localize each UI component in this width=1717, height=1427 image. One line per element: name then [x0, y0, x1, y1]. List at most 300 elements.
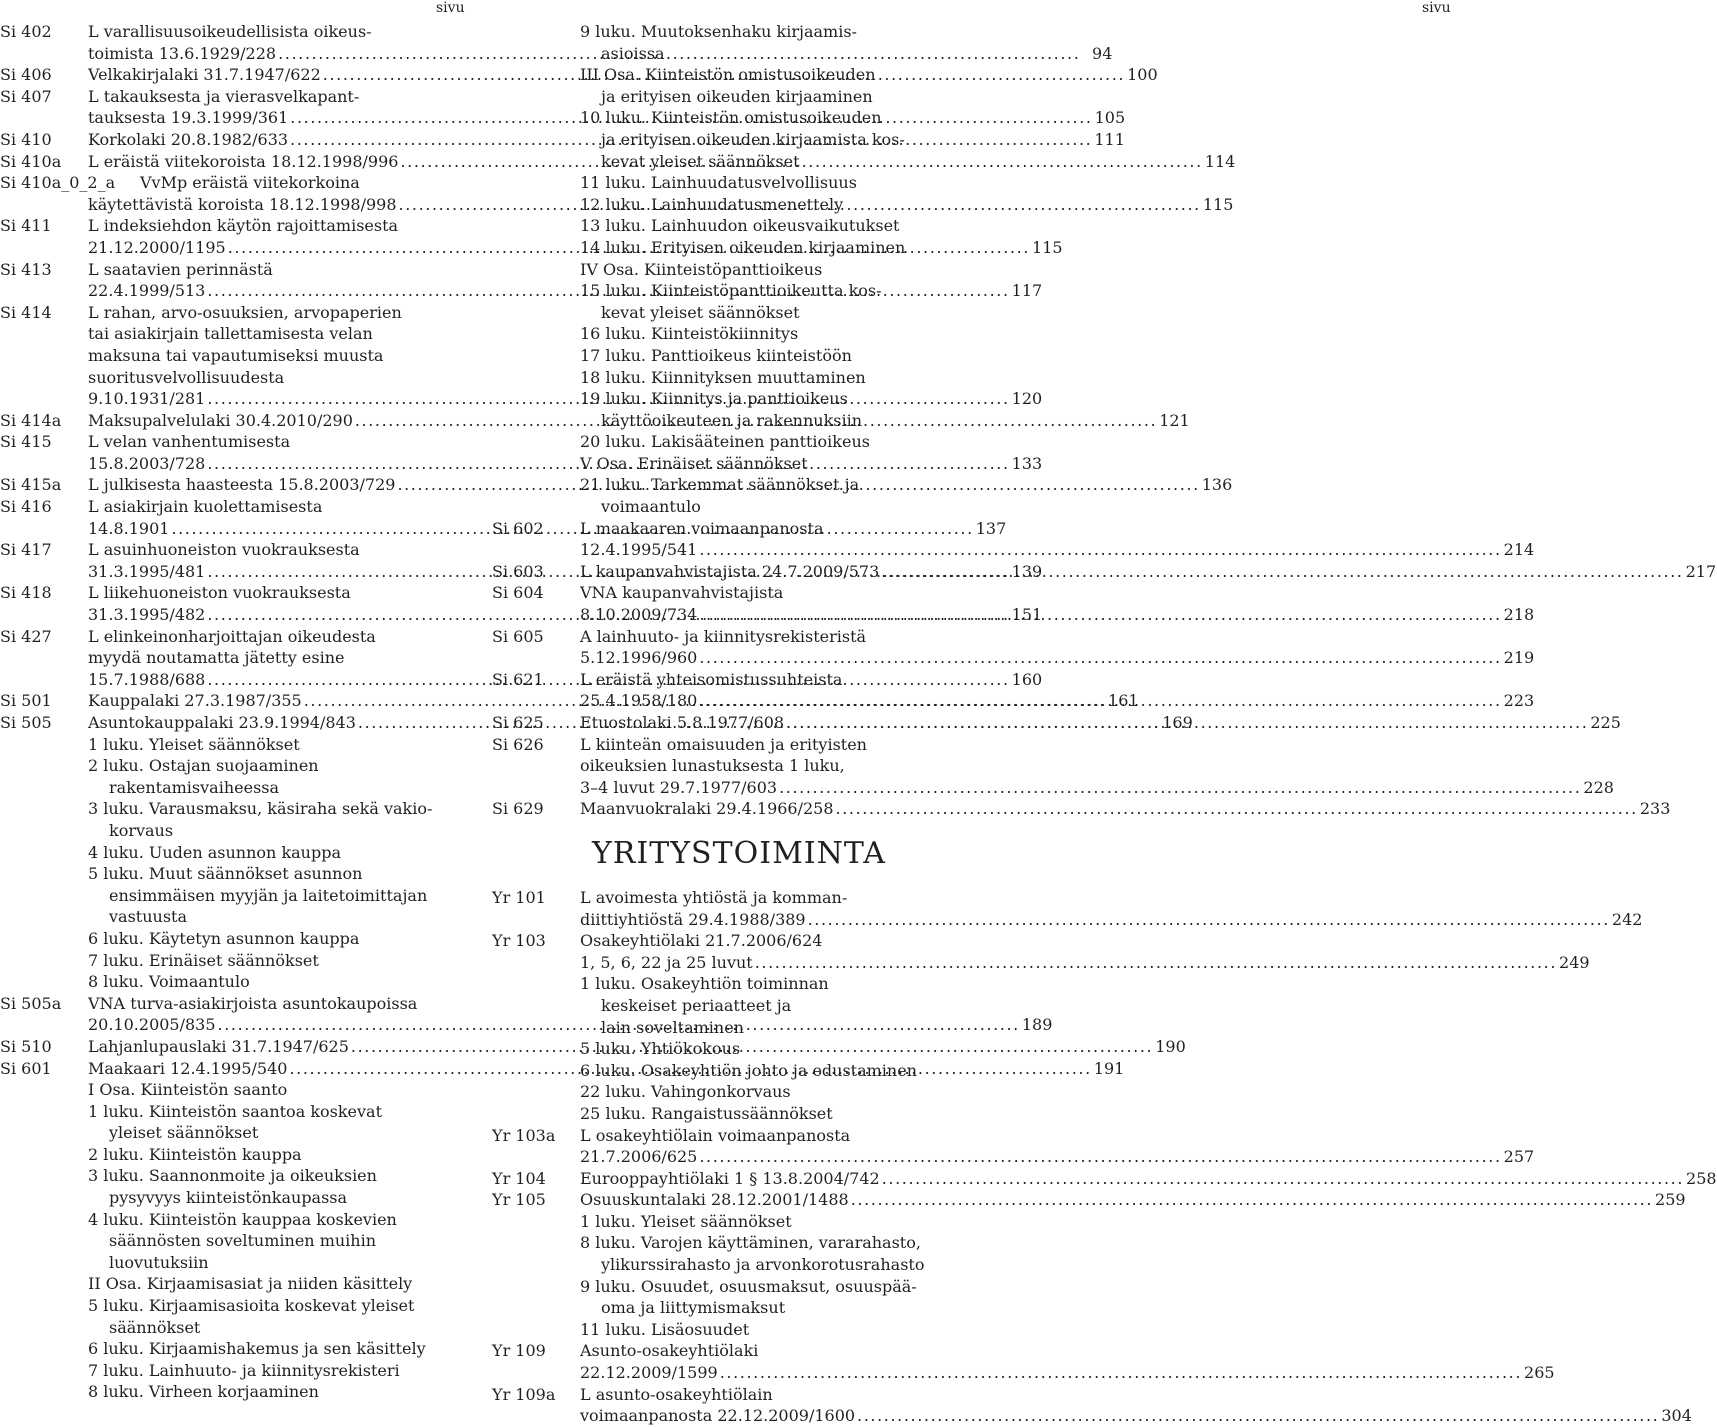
entry-text: II Osa. Kirjaamisasiat ja niiden käsittely — [88, 1274, 413, 1294]
statute-code: Si 505a — [0, 993, 62, 1013]
entry-text: 13 luku. Lainhuudon oikeusvaikutukset — [580, 216, 900, 236]
entry-line-with-page — [492, 909, 1643, 931]
entry-line — [0, 302, 468, 324]
entry-text: 1, 5, 6, 22 ja 25 luvut — [580, 952, 753, 972]
entry-text: 5 luku. Muut säännökset asunnon — [88, 864, 363, 884]
entry-line — [492, 259, 960, 281]
entry-line — [0, 1079, 468, 1101]
entry-text: 16 luku. Kiinteistökiinnitys — [580, 324, 799, 344]
entry-text: L eräistä yhteisomistussuhteista — [580, 669, 843, 689]
entry-text: 3 luku. Varausmaksu, käsiraha sekä vakio- — [88, 799, 433, 819]
statute-code: Si 407 — [0, 86, 52, 106]
toc-subentry — [492, 172, 960, 194]
entry-line — [492, 1081, 960, 1103]
entry-line — [0, 820, 468, 842]
statute-code: Yr 104 — [492, 1168, 546, 1188]
entry-line — [492, 1340, 960, 1362]
entry-line — [492, 345, 960, 367]
page-number: 133 — [1011, 453, 1043, 473]
entry-text: tauksesta 19.3.1999/361 — [88, 108, 289, 128]
page-leader-row — [580, 1189, 1686, 1211]
entry-line — [492, 431, 960, 453]
page-number: 218 — [1503, 605, 1535, 625]
entry-line — [492, 388, 960, 410]
page-number: 258 — [1686, 1168, 1717, 1188]
toc-subentry — [0, 1273, 468, 1295]
statute-code: Yr 101 — [492, 887, 546, 907]
toc-subentry — [492, 1081, 960, 1103]
statute-code: Si 410a_0_2_a — [0, 173, 116, 193]
entry-text: L osakeyhtiölain voimaanpanosta — [580, 1125, 851, 1145]
entry-text: 6 luku. Osakeyhtiön johto ja edustaminen — [580, 1060, 917, 1080]
statute-code: Yr 103a — [492, 1125, 556, 1145]
toc-subentry — [492, 323, 960, 345]
toc-entry — [492, 1125, 1535, 1168]
entry-line-with-page — [492, 798, 1671, 820]
entry-text: 21.7.2006/625 — [580, 1147, 698, 1167]
entry-line-with-page — [492, 1362, 1555, 1384]
entry-text: suoritusvelvollisuudesta — [88, 367, 285, 387]
page-number: 137 — [975, 518, 1007, 538]
entry-text: L kaupanvahvistajista 24.7.2009/573 — [580, 561, 880, 581]
toc-subentry — [0, 928, 468, 950]
entry-line-with-page — [492, 952, 1590, 974]
statute-code: Si 414a — [0, 410, 62, 430]
entry-line — [492, 973, 960, 995]
entry-text: 19 luku. Kiinnitys ja panttioikeus — [580, 389, 848, 409]
statute-code: Si 505 — [0, 713, 52, 732]
entry-text: L julkisesta haasteesta 15.8.2003/729 — [88, 475, 396, 495]
toc-subentry — [492, 367, 960, 389]
entry-text: käyttöoikeuteen ja rakennuksiin — [601, 410, 863, 430]
entry-text: 8.10.2009/734 — [580, 605, 698, 625]
entry-line — [492, 755, 960, 777]
entry-line — [0, 971, 468, 993]
entry-text: voimaanpanosta 22.12.2009/1600 — [580, 1406, 856, 1426]
entry-line — [492, 474, 960, 496]
toc-subentry — [0, 1101, 468, 1144]
page-number: 249 — [1559, 952, 1590, 972]
toc-subentry — [492, 388, 960, 431]
page-number: 94 — [1092, 43, 1113, 63]
entry-line — [492, 995, 960, 1017]
statute-code: Yr 103 — [492, 931, 546, 951]
page-number: 259 — [1655, 1190, 1686, 1210]
toc-entry — [492, 1384, 1692, 1427]
entry-line-with-page — [492, 1405, 1692, 1427]
toc-subentry — [0, 1165, 468, 1208]
page-number: 160 — [1011, 669, 1043, 689]
page-leader-row — [580, 1405, 1692, 1427]
entry-line — [0, 1165, 468, 1187]
entry-text: korvaus — [109, 820, 174, 840]
toc-subentry — [0, 1295, 468, 1338]
statute-code: Si 414 — [0, 302, 52, 322]
page-number: 228 — [1583, 777, 1614, 797]
entry-text: ylikurssirahasto ja arvonkorotusrahasto — [601, 1255, 925, 1275]
entry-text: ja erityisen oikeuden kirjaaminen — [601, 86, 873, 106]
entry-text: Maksupalvelulaki 30.4.2010/290 — [88, 410, 353, 430]
entry-text: 8 luku. Voimaantulo — [88, 972, 250, 992]
entry-line — [0, 1295, 468, 1317]
page-leader-row — [580, 539, 1535, 561]
page-leader-row — [580, 798, 1671, 820]
page-leader-row — [580, 909, 1643, 931]
dot-leader — [784, 712, 1590, 734]
entry-line — [0, 993, 468, 1015]
toc-subentry — [492, 1103, 960, 1125]
toc-subentry — [0, 1079, 468, 1101]
entry-line — [492, 194, 960, 216]
entry-text: Etuostolaki 5.8.1977/608 — [580, 713, 785, 732]
page-number: 136 — [1201, 475, 1233, 495]
page-number: 214 — [1503, 540, 1535, 560]
entry-line — [492, 669, 960, 691]
statute-code: Si 406 — [0, 65, 52, 85]
statute-code: Si 410 — [0, 129, 52, 149]
entry-line — [492, 496, 960, 518]
entry-text: ja erityisen oikeuden kirjaamista kos- — [601, 129, 905, 149]
entry-text: Asuntokauppalaki 23.9.1994/843 — [88, 713, 356, 732]
entry-text: keskeiset periaatteet ja — [601, 995, 792, 1015]
entry-text: 5 luku. Yhtiökokous — [580, 1039, 741, 1059]
entry-text: Eurooppayhtiölaki 1 § 13.8.2004/742 — [580, 1168, 880, 1188]
toc-subentry — [492, 280, 960, 323]
entry-text: L maakaaren voimaanpanosta — [580, 518, 824, 538]
entry-text: Maakaari 12.4.1995/540 — [88, 1058, 288, 1078]
entry-line — [0, 431, 468, 453]
entry-text: 7 luku. Erinäiset säännökset — [88, 950, 319, 970]
statute-code: Si 418 — [0, 583, 52, 603]
statute-code: Si 625 — [492, 713, 544, 732]
entry-text: Velkakirjalaki 31.7.1947/622 — [88, 65, 321, 85]
page-leader-row — [580, 647, 1535, 669]
entry-text: 22 luku. Vahingonkorvaus — [580, 1082, 791, 1102]
entry-line — [0, 863, 468, 885]
entry-text: L asuinhuoneiston vuokrauksesta — [88, 540, 360, 560]
entry-line — [492, 1060, 960, 1082]
entry-text: 4 luku. Kiinteistön kauppaa koskevien — [88, 1209, 397, 1229]
entry-line-with-page — [492, 1168, 1717, 1190]
entry-line — [492, 453, 960, 475]
statute-code: Si 626 — [492, 734, 544, 754]
entry-line — [492, 107, 960, 129]
entry-line — [492, 1103, 960, 1125]
entry-line — [0, 21, 468, 43]
page-number: 114 — [1204, 151, 1236, 171]
page-number: 242 — [1611, 909, 1643, 929]
page-leader-row — [580, 952, 1590, 974]
entry-text: L varallisuusoikeudellisista oikeus- — [88, 22, 372, 41]
entry-text: pysyvyys kiinteistönkaupassa — [109, 1188, 348, 1208]
entry-line — [0, 367, 468, 389]
toc-subentry — [492, 107, 960, 172]
entry-text: 8 luku. Varojen käyttäminen, vararahasto, — [580, 1233, 921, 1253]
entry-line-with-page — [492, 1146, 1535, 1168]
statute-code: Si 416 — [0, 497, 52, 517]
entry-text: 11 luku. Lisäosuudet — [580, 1319, 750, 1339]
entry-text: säännösten soveltuminen muihin — [109, 1231, 377, 1251]
entry-line — [492, 1384, 960, 1406]
entry-text: 6 luku. Käytetyn asunnon kauppa — [88, 928, 360, 948]
page-number: 117 — [1011, 281, 1043, 301]
page-number: 223 — [1503, 691, 1535, 711]
entry-line — [492, 1297, 960, 1319]
entry-line — [0, 259, 468, 281]
entry-line — [0, 906, 468, 928]
entry-text: L saatavien perinnästä — [88, 259, 273, 279]
entry-line — [492, 43, 960, 65]
entry-text: 4 luku. Uuden asunnon kauppa — [88, 842, 341, 862]
entry-text: ensimmäisen myyjän ja laitetoimittajan — [109, 885, 428, 905]
entry-text: käytettävistä koroista 18.12.1998/998 — [88, 194, 397, 214]
toc-subentry — [0, 863, 468, 928]
toc-subentry — [492, 21, 960, 64]
statute-code: Si 602 — [492, 518, 544, 538]
dot-leader — [777, 777, 1583, 799]
entry-text: 21.12.2000/1195 — [88, 237, 226, 257]
entry-text: 22.4.1999/513 — [88, 281, 206, 301]
toc-entry — [492, 887, 1643, 930]
entry-line — [0, 950, 468, 972]
entry-line — [492, 21, 960, 43]
toc-subentry — [492, 237, 960, 259]
entry-line — [492, 626, 960, 648]
entry-line — [492, 323, 960, 345]
toc-subentry — [0, 1338, 468, 1360]
entry-text: V Osa. Erinäiset säännökset — [580, 453, 808, 473]
entry-text: L takauksesta ja vierasvelkapant- — [88, 86, 360, 106]
toc-subentry — [492, 1276, 960, 1319]
entry-line — [492, 1211, 960, 1233]
toc-subentry — [0, 798, 468, 841]
dot-leader — [697, 604, 1503, 626]
dot-leader — [697, 690, 1503, 712]
entry-line — [0, 798, 468, 820]
entry-line — [492, 237, 960, 259]
entry-text: IV Osa. Kiinteistöpanttioikeus — [580, 259, 823, 279]
page-number: 265 — [1524, 1363, 1555, 1383]
toc-subentry — [0, 971, 468, 993]
statute-code: Si 629 — [492, 799, 544, 819]
entry-text: 5 luku. Kirjaamisasioita koskevat yleiset — [88, 1296, 415, 1316]
entry-text: 22.12.2009/1599 — [580, 1363, 718, 1383]
page-number: 100 — [1127, 65, 1158, 85]
entry-text: L kiinteän omaisuuden ja erityisten — [580, 734, 867, 754]
dot-leader — [697, 647, 1503, 669]
entry-text: 14.8.1901 — [88, 518, 170, 538]
entry-text: vastuusta — [109, 907, 188, 927]
page-number: 225 — [1590, 713, 1621, 732]
entry-text: 17 luku. Panttioikeus kiinteistöön — [580, 345, 852, 365]
entry-line — [0, 1101, 468, 1123]
entry-text: Korkolaki 20.8.1982/633 — [88, 129, 289, 149]
page-number: 121 — [1159, 410, 1190, 430]
statute-code: Si 621 — [492, 669, 544, 689]
page-number: 304 — [1661, 1406, 1692, 1426]
entry-text: 25.4.1958/180 — [580, 691, 698, 711]
entry-line — [0, 1317, 468, 1339]
entry-line — [492, 1276, 960, 1298]
statute-code: Si 501 — [0, 691, 52, 711]
entry-line-with-page — [492, 1189, 1686, 1211]
toc-entry — [492, 626, 1535, 669]
dot-leader — [806, 909, 1612, 931]
toc-subentry — [0, 755, 468, 798]
entry-text: 1 luku. Yleiset säännökset — [580, 1211, 792, 1231]
entry-text: L elinkeinonharjoittajan oikeudesta — [88, 626, 376, 646]
statute-code: Si 410a — [0, 151, 62, 171]
dot-leader — [855, 1405, 1661, 1427]
entry-text: Osuuskuntalaki 28.12.2001/1488 — [580, 1190, 849, 1210]
statute-code: Yr 109 — [492, 1341, 546, 1361]
page-leader-row — [580, 1168, 1717, 1190]
entry-text: L liikehuoneiston vuokrauksesta — [88, 583, 351, 603]
entry-line — [492, 1254, 960, 1276]
entry-line — [492, 86, 960, 108]
entry-line — [492, 1125, 960, 1147]
toc-subentry — [0, 1209, 468, 1274]
entry-text: 31.3.1995/482 — [88, 605, 206, 625]
entry-text: 15.7.1988/688 — [88, 669, 206, 689]
toc-entry — [492, 798, 1671, 820]
entry-line — [492, 151, 960, 173]
entry-text: yleiset säännökset — [109, 1123, 259, 1143]
entry-text: kevat yleiset säännökset — [601, 151, 800, 171]
entry-text: 20 luku. Lakisääteinen panttioikeus — [580, 432, 870, 452]
entry-text: asioissa — [601, 43, 665, 63]
toc-subentry — [492, 345, 960, 367]
entry-line — [492, 215, 960, 237]
entry-text: 9 luku. Muutoksenhaku kirjaamis- — [580, 22, 857, 41]
entry-text: 1 luku. Yleiset säännökset — [88, 734, 300, 754]
dot-leader — [834, 798, 1640, 820]
entry-text: 21 luku. Tarkemmat säännökset ja — [580, 475, 860, 495]
toc-subentry — [0, 950, 468, 972]
entry-text: I Osa. Kiinteistön saanto — [88, 1080, 288, 1100]
entry-text: 7 luku. Lainhuuto- ja kiinnitysrekisteri — [88, 1360, 400, 1380]
page-number: 169 — [1162, 713, 1193, 732]
page-number: 151 — [1011, 605, 1043, 625]
statute-code: Si 510 — [0, 1036, 52, 1056]
entry-text: 3–4 luvut 29.7.1977/603 — [580, 777, 778, 797]
entry-line — [0, 1209, 468, 1231]
entry-text: luovutuksiin — [109, 1252, 209, 1272]
statute-code: Si 417 — [0, 540, 52, 560]
entry-text: 9.10.1931/281 — [88, 389, 206, 409]
entry-line — [0, 496, 468, 518]
entry-line — [492, 129, 960, 151]
entry-text: diittiyhtiöstä 29.4.1988/389 — [580, 909, 806, 929]
page-number: 233 — [1639, 799, 1671, 819]
page-column-header-left: sivu — [436, 0, 465, 16]
page-number: 161 — [1108, 691, 1139, 711]
toc-subentry — [492, 259, 960, 281]
entry-text: L rahan, arvo-osuuksien, arvopaperien — [88, 302, 402, 322]
entry-line — [0, 626, 468, 648]
dot-leader — [697, 1146, 1503, 1168]
entry-line — [0, 928, 468, 950]
entry-line — [0, 323, 468, 345]
statute-code: Si 601 — [0, 1058, 52, 1078]
dot-leader — [697, 539, 1503, 561]
entry-text: 8 luku. Virheen korjaaminen — [88, 1382, 319, 1402]
toc-entry — [492, 734, 1614, 799]
entry-text: Maanvuokralaki 29.4.1966/258 — [580, 799, 834, 819]
toc-subentry — [492, 474, 960, 517]
entry-text: kevat yleiset säännökset — [601, 302, 800, 322]
entry-line — [0, 777, 468, 799]
page-number: 189 — [1021, 1015, 1053, 1035]
entry-text: oma ja liittymismaksut — [601, 1298, 786, 1318]
entry-text: L velan vanhentumisesta — [88, 432, 291, 452]
page-leader-row — [580, 1362, 1555, 1384]
entry-text: rakentamisvaiheessa — [109, 777, 280, 797]
toc-subentry — [492, 431, 960, 453]
entry-line — [0, 734, 468, 756]
statute-code: Si 413 — [0, 259, 52, 279]
entry-line — [0, 647, 468, 669]
toc-subentry — [492, 1319, 960, 1341]
statute-code: Yr 109a — [492, 1384, 556, 1404]
entry-text: III Osa. Kiinteistön omistusoikeuden — [580, 65, 876, 85]
statute-code: Si 402 — [0, 22, 52, 41]
entry-line — [0, 1273, 468, 1295]
entry-line — [0, 539, 468, 561]
entry-text: 14 luku. Erityisen oikeuden kirjaaminen — [580, 237, 906, 257]
statute-code: Si 415a — [0, 475, 62, 495]
page-number: 115 — [1202, 194, 1234, 214]
entry-text: VvMp eräistä viitekorkoina — [140, 173, 360, 193]
page-number: 190 — [1155, 1036, 1186, 1056]
entry-text: 6 luku. Kirjaamishakemus ja sen käsittely — [88, 1339, 426, 1359]
entry-text: 12 luku. Lainhuudatusmenettely — [580, 194, 844, 214]
toc-subentry — [0, 1381, 468, 1403]
toc-subentry — [0, 734, 468, 756]
page-leader-row — [580, 777, 1614, 799]
entry-text: Asunto-osakeyhtiölaki — [580, 1341, 759, 1361]
entry-text: lain soveltaminen — [601, 1017, 744, 1037]
toc-subentry — [492, 64, 960, 107]
dot-leader — [880, 1168, 1686, 1190]
entry-line — [0, 345, 468, 367]
entry-text: 2 luku. Kiinteistön kauppa — [88, 1144, 302, 1164]
toc-subentry — [0, 1360, 468, 1382]
entry-text: L avoimesta yhtiöstä ja komman- — [580, 887, 848, 907]
page-column-header-right: sivu — [1422, 0, 1451, 16]
entry-line — [0, 215, 468, 237]
entry-text: Kauppalaki 27.3.1987/355 — [88, 691, 302, 711]
entry-text: VNA turva-asiakirjoista asuntokaupoissa — [88, 993, 418, 1013]
entry-line — [492, 1017, 960, 1039]
entry-text: myydä noutamatta jätetty esine — [88, 648, 345, 668]
entry-line — [492, 367, 960, 389]
entry-text: 15 luku. Kiinteistöpanttioikeutta kos- — [580, 281, 882, 301]
entry-line — [492, 410, 960, 432]
entry-text: L indeksiehdon käytön rajoittamisesta — [88, 216, 399, 236]
entry-line — [492, 64, 960, 86]
entry-text: maksuna tai vapautumiseksi muusta — [88, 345, 384, 365]
entry-text: 1 luku. Kiinteistön saantoa koskevat — [88, 1101, 383, 1121]
page-number: 257 — [1503, 1147, 1535, 1167]
entry-line — [492, 582, 960, 604]
entry-text: 31.3.1995/481 — [88, 561, 206, 581]
statute-code: Si 605 — [492, 626, 544, 646]
toc-subentry — [0, 842, 468, 864]
entry-line — [0, 1187, 468, 1209]
statute-code: Si 427 — [0, 626, 52, 646]
toc-entry — [492, 930, 1590, 973]
